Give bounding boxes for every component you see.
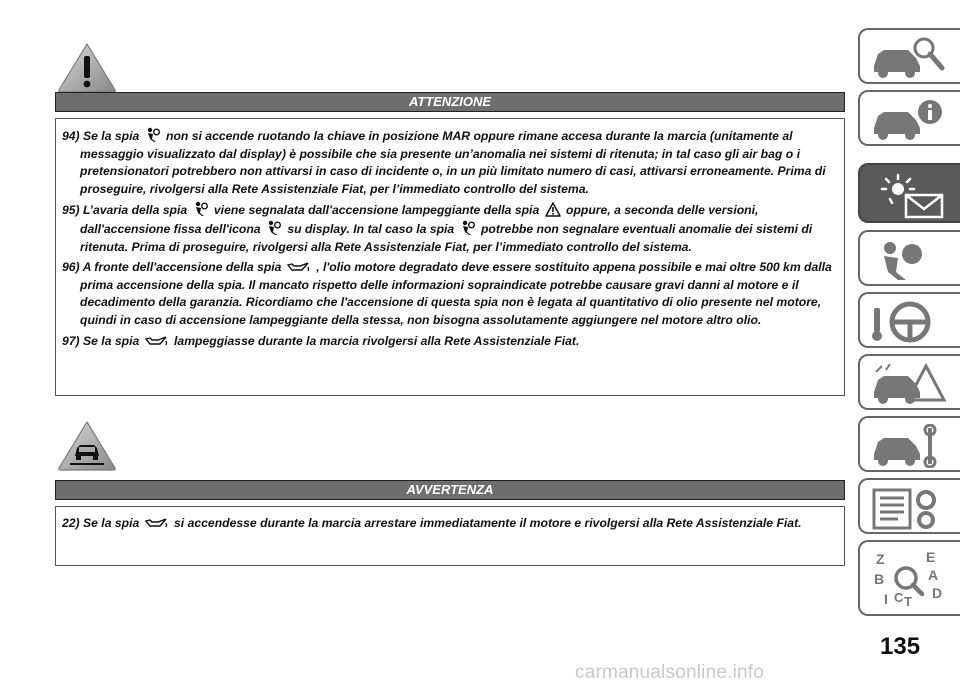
oil-degradation-icon: [287, 262, 311, 274]
tab-car-info[interactable]: [858, 90, 960, 146]
warning-light-message-icon: [870, 171, 950, 219]
index-letter: I: [884, 591, 888, 607]
alphabetical-index-icon: [870, 548, 952, 612]
index-letter: B: [874, 571, 885, 587]
warning-triangle-icon: [57, 42, 117, 94]
note-text: L’avaria della spia: [83, 203, 188, 218]
note-text: A fronte dell'accensione della spia: [82, 260, 282, 275]
index-letter: Z: [876, 551, 885, 567]
oil-degradation-icon: [145, 518, 169, 530]
avvertenza-heading: AVVERTENZA: [55, 480, 845, 500]
note-text: oppure, a seconda delle versioni, dall'accensione fissa dell'icona: [80, 203, 759, 236]
index-letter: D: [932, 585, 943, 601]
note-96: [62, 259, 838, 329]
note-text: Se la spia: [83, 516, 140, 530]
index-letter: T: [904, 594, 912, 609]
attenzione-box: [55, 118, 845, 396]
car-inspection-icon: [870, 36, 948, 80]
emergency-car-icon: [870, 362, 948, 406]
note-94: [62, 127, 838, 198]
page-number: 135: [880, 633, 921, 660]
index-letter: C: [894, 590, 904, 605]
note-text: potrebbe non segnalare eventuali anomalie dei sistemi di ritenuta. Prima di proseguire, rivolgersi alla Rete Assistenziale Fiat, per l’immediato controllo del sistema.: [80, 221, 813, 254]
tab-maintenance[interactable]: [858, 416, 960, 472]
index-letter: A: [928, 567, 939, 583]
airbag-warning-icon: [460, 220, 476, 236]
note-text: , l'olio motore degradato deve essere sostituito appena possibile e mai oltre 500 km dalla prima accensione della spia. Il mancato rispetto delle informazioni sopraindicate potrebbe causare gravi danni al motore e il decadimento della garanzia. Ricordiamo che l'accensione di questa spia non è legata al quantitativo di olio presente nel motore, quindi in caso di accensione lampeggiante della stessa, non bisogna assolutamente aggiungere nel motore altro olio.: [80, 260, 832, 327]
note-number: 94): [62, 129, 80, 143]
note-97: [62, 333, 838, 351]
note-number: 22): [62, 516, 80, 530]
note-number: 96): [62, 260, 80, 275]
tab-starting-driving[interactable]: [858, 292, 960, 348]
note-text: Se la spia: [83, 129, 140, 143]
airbag-warning-icon: [193, 201, 209, 217]
note-text: Se la spia: [83, 333, 140, 348]
watermark: carmanualsonline.info: [575, 662, 765, 683]
steering-wheel-icon: [870, 300, 948, 344]
car-warning-triangle-icon: [57, 420, 117, 472]
note-95: [62, 201, 838, 256]
airbag-warning-icon: [145, 127, 161, 143]
tab-technical-data[interactable]: [858, 478, 960, 534]
oil-degradation-icon: [145, 336, 169, 348]
general-warning-triangle-icon: [545, 202, 561, 217]
note-number: 95): [62, 203, 80, 218]
tab-index[interactable]: [858, 540, 960, 616]
specifications-icon: [870, 486, 948, 530]
car-info-icon: [870, 98, 948, 142]
note-text: viene segnalata dall'accensione lampeggiante della spia: [213, 203, 540, 218]
maintenance-icon: [870, 424, 948, 468]
attenzione-heading: ATTENZIONE: [55, 92, 845, 112]
note-text: su display. In tal caso la spia: [287, 221, 455, 236]
note-text: si accendesse durante la marcia arrestare immediatamente il motore e rivolgersi alla Rete Assistenziale Fiat.: [174, 516, 802, 530]
tab-emergency[interactable]: [858, 354, 960, 410]
index-letter: E: [926, 549, 936, 565]
tab-warning-lights[interactable]: [858, 163, 960, 223]
tab-safety[interactable]: [858, 230, 960, 286]
avvertenza-box: [55, 506, 845, 566]
tab-car-inspection[interactable]: [858, 28, 960, 84]
note-number: 97): [62, 333, 80, 348]
note-text: non si accende ruotando la chiave in posizione MAR oppure rimane accesa durante la marcia (unitamente al messaggio visualizzato dal display) è possibile che sia presente un’anomalia nei sistemi di ritenuta; in tal caso gli air bag o i pretensionatori potrebbero non attivarsi in caso di incidente o, in un più limitato numero di casi, attivarsi erroneamente. Prima di proseguire, rivolgersi alla Rete Assistenziale Fiat, per l’immediato controllo del sistema.: [80, 129, 826, 196]
note-22: [62, 515, 838, 533]
note-text: lampeggiasse durante la marcia rivolgersi alla Rete Assistenziale Fiat.: [174, 333, 580, 348]
airbag-warning-icon: [266, 220, 282, 236]
airbag-safety-icon: [870, 238, 948, 282]
